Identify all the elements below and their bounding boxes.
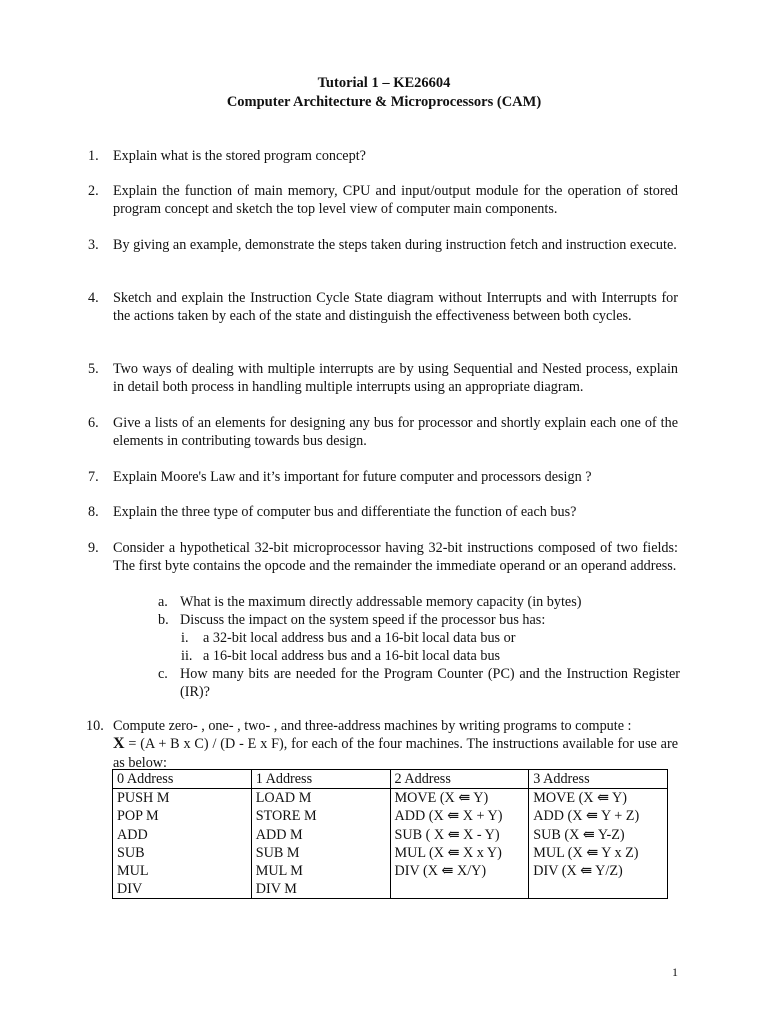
table-row bbox=[113, 807, 668, 825]
table-cell: LOAD M bbox=[251, 789, 390, 808]
table-row bbox=[113, 880, 668, 899]
question-text: Give a lists of an elements for designing any bus for processor and shortly explain each one of the elements in contributing towards bus design. bbox=[113, 415, 678, 450]
q9-sub-b bbox=[158, 611, 658, 629]
question-text: Sketch and explain the Instruction Cycle State diagram without Interrupts and with Interrupts for the actions taken by each of the state and distinguish the effectiveness between both cycles. bbox=[113, 290, 678, 325]
question-number: 7. bbox=[88, 469, 99, 485]
question-7 bbox=[88, 468, 678, 486]
table-cell: SUB (X ⇚ Y-Z) bbox=[529, 826, 668, 844]
table-row bbox=[113, 862, 668, 880]
sub-text: How many bits are needed for the Program Counter (PC) and the Instruction Register (IR)? bbox=[180, 666, 680, 701]
table-cell: SUB M bbox=[251, 844, 390, 862]
question-9 bbox=[88, 539, 678, 576]
table-cell: MUL (X ⇚ Y x Z) bbox=[529, 844, 668, 862]
sub-text: a 32-bit local address bus and a 16-bit local data bus or bbox=[203, 630, 516, 646]
table-cell bbox=[390, 880, 529, 899]
table-header: 1 Address bbox=[251, 770, 390, 789]
table-row bbox=[113, 844, 668, 862]
sub-label: ii. bbox=[181, 648, 193, 664]
sub-label: a. bbox=[158, 594, 168, 610]
question-number: 10. bbox=[86, 718, 104, 734]
q10-expression: = (A + B x C) / (D - E x F), for each of the four machines. The instructions available for use are as below: bbox=[113, 736, 678, 771]
question-number: 2. bbox=[88, 183, 99, 199]
question-4 bbox=[88, 289, 678, 326]
question-number: 9. bbox=[88, 540, 99, 556]
table-cell: DIV M bbox=[251, 880, 390, 899]
question-number: 8. bbox=[88, 504, 99, 520]
question-text: By giving an example, demonstrate the steps taken during instruction fetch and instruction execute. bbox=[113, 237, 677, 253]
question-number: 3. bbox=[88, 237, 99, 253]
table-row bbox=[113, 826, 668, 844]
question-10 bbox=[88, 717, 678, 772]
table-cell: DIV (X ⇚ X/Y) bbox=[390, 862, 529, 880]
table-cell: POP M bbox=[113, 807, 252, 825]
table-cell: SUB ( X ⇚ X - Y) bbox=[390, 826, 529, 844]
q9-sub-b-i bbox=[181, 629, 641, 647]
question-5 bbox=[88, 360, 678, 397]
table-cell: ADD (X ⇚ Y + Z) bbox=[529, 807, 668, 825]
question-text: Explain what is the stored program concept? bbox=[113, 148, 366, 164]
question-6 bbox=[88, 414, 678, 451]
q9-sub-c bbox=[158, 665, 680, 702]
question-text: Two ways of dealing with multiple interrupts are by using Sequential and Nested process, explain in detail both process in handling multiple interrupts using an appropriate diagram. bbox=[113, 361, 678, 396]
sub-text: Discuss the impact on the system speed if the processor bus has: bbox=[180, 612, 546, 628]
table-cell bbox=[529, 880, 668, 899]
question-8 bbox=[88, 503, 678, 521]
q9-sub-b-ii bbox=[181, 647, 641, 665]
question-number: 6. bbox=[88, 415, 99, 431]
instruction-table bbox=[112, 769, 668, 899]
table-cell: DIV bbox=[113, 880, 252, 899]
table-cell: ADD M bbox=[251, 826, 390, 844]
table-header: 0 Address bbox=[113, 770, 252, 789]
table-cell: STORE M bbox=[251, 807, 390, 825]
question-2 bbox=[88, 182, 678, 219]
table-row bbox=[113, 789, 668, 808]
table-cell: SUB bbox=[113, 844, 252, 862]
table-header: 3 Address bbox=[529, 770, 668, 789]
table-cell: MOVE (X ⇚ Y) bbox=[390, 789, 529, 808]
sub-label: b. bbox=[158, 612, 169, 628]
table-cell: ADD (X ⇚ X + Y) bbox=[390, 807, 529, 825]
table-cell: ADD bbox=[113, 826, 252, 844]
document-subtitle: Computer Architecture & Microprocessors (CAM) bbox=[226, 94, 542, 110]
table-cell: DIV (X ⇚ Y/Z) bbox=[529, 862, 668, 880]
question-text: Consider a hypothetical 32-bit microprocessor having 32-bit instructions composed of two fields: The first byte contains the opcode and the remainder the immediate operand or an operand address. bbox=[113, 540, 678, 575]
question-3 bbox=[88, 236, 678, 254]
question-text: Explain the function of main memory, CPU and input/output module for the operation of stored program concept and sketch the top level view of computer main components. bbox=[113, 183, 678, 218]
question-1 bbox=[88, 147, 678, 165]
table-cell: MUL bbox=[113, 862, 252, 880]
q10-intro: Compute zero- , one- , two- , and three-address machines by writing programs to compute : bbox=[113, 718, 632, 734]
sub-label: i. bbox=[181, 630, 189, 646]
question-number: 1. bbox=[88, 148, 99, 164]
document-title: Tutorial 1 – KE26604 bbox=[317, 75, 451, 91]
question-text: Explain Moore's Law and it’s important for future computer and processors design ? bbox=[113, 469, 592, 485]
question-text: Explain the three type of computer bus and differentiate the function of each bus? bbox=[113, 504, 577, 520]
q10-x-symbol: X bbox=[113, 735, 125, 753]
q9-sub-a bbox=[158, 593, 658, 611]
question-number: 5. bbox=[88, 361, 99, 377]
table-header: 2 Address bbox=[390, 770, 529, 789]
question-text bbox=[113, 717, 678, 772]
table-cell: PUSH M bbox=[113, 789, 252, 808]
sub-text: What is the maximum directly addressable memory capacity (in bytes) bbox=[180, 594, 582, 610]
table-cell: MUL (X ⇚ X x Y) bbox=[390, 844, 529, 862]
table-cell: MUL M bbox=[251, 862, 390, 880]
page-number: 1 bbox=[672, 965, 678, 979]
sub-label: c. bbox=[158, 666, 168, 682]
table-header-row bbox=[113, 770, 668, 789]
question-number: 4. bbox=[88, 290, 99, 306]
table-cell: MOVE (X ⇚ Y) bbox=[529, 789, 668, 808]
sub-text: a 16-bit local address bus and a 16-bit local data bus bbox=[203, 648, 501, 664]
